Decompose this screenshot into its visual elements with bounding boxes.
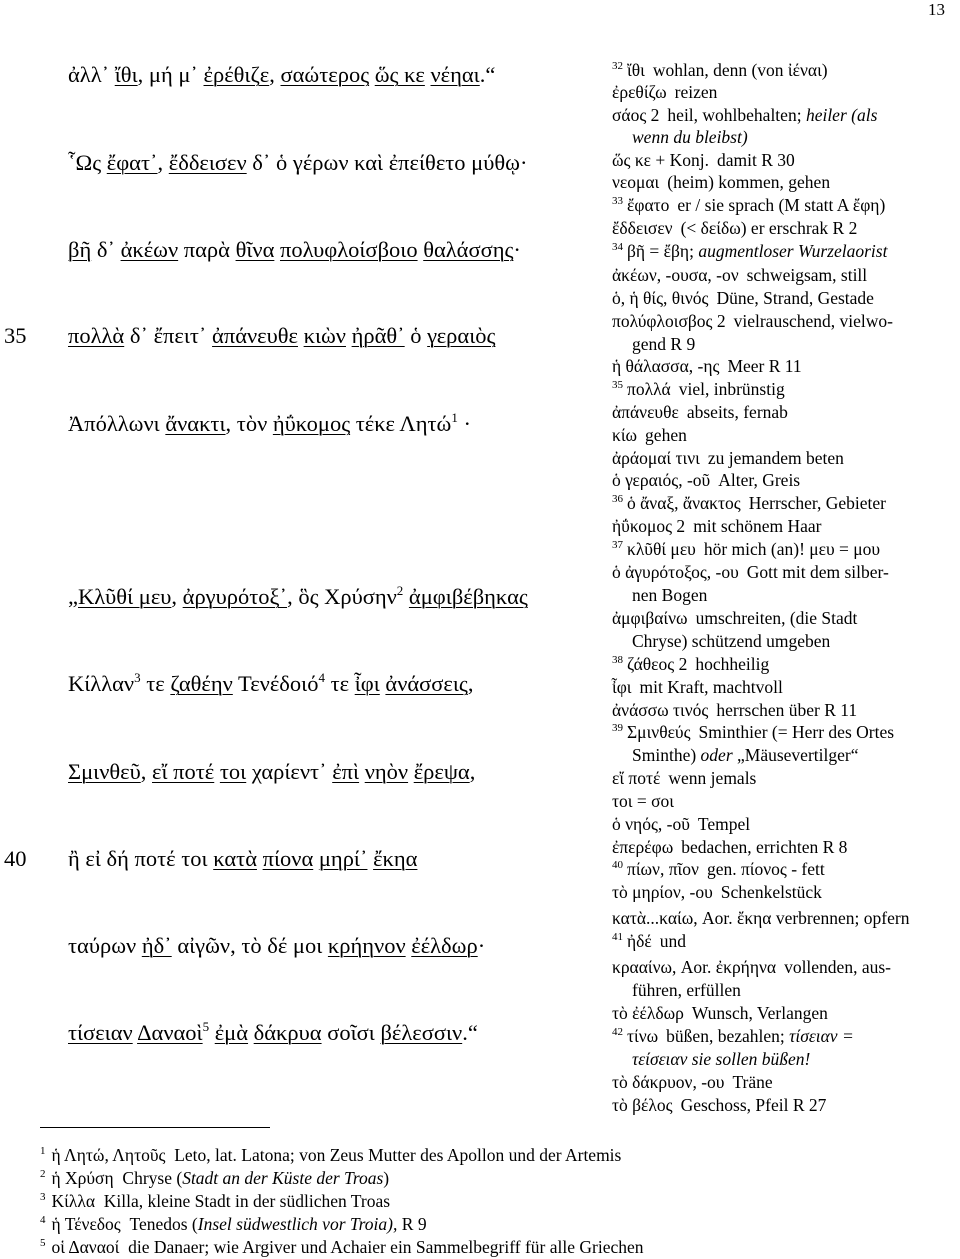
gloss-entry: $^{33}$ ἔφατο er / sie sprach (M statt A ἔφη) — [612, 195, 886, 215]
gloss-entry: ἀμφιβαίνω umschreiten, (die Stadt — [612, 608, 858, 628]
footnote-5: $^5$ οἱ Δαναοί die Danaer; wie Argiver und Achaier ein Sammelbegriff für alle Griechen — [40, 1237, 644, 1257]
footnote-divider — [40, 1127, 270, 1128]
footnote-3: $^3$ Κίλλα Killa, kleine Stadt in der südlichen Troas — [40, 1191, 391, 1211]
gloss-entry: $^{36}$ ὁ ἄναξ, ἄνακτος Herrscher, Gebieter — [612, 493, 886, 513]
footnote-ref-1: 1 — [451, 410, 458, 425]
gloss-continuation: führen, erfüllen — [632, 980, 741, 1000]
gloss-continuation: τείσειαν sie sollen büßen! — [632, 1049, 811, 1069]
footnote-ref-3: 3 — [134, 670, 141, 685]
footnote-ref-4: 4 — [318, 670, 325, 685]
gloss-continuation: Chryse) schützend umgeben — [632, 631, 831, 651]
gloss-entry: ὁ γεραιός, -οῦ Alter, Greis — [612, 470, 801, 490]
page-number: 13 — [928, 0, 945, 19]
verse-line-38: Σμινθεῦ, εἴ ποτέ τοι χαρίεντ᾽ ἐπὶ νηὸν ἔρεψα, — [68, 759, 476, 784]
gloss-entry: τὸ ἐέλδωρ Wunsch, Verlangen — [612, 1003, 828, 1023]
verse-line-35: Ἀπόλλωνι ἄνακτι, τὸν ἠΰκομος τέκε Λητώ$^1$ · — [68, 410, 471, 436]
gloss-entry: $^{34}$ βῆ = ἔβη; augmentloser Wurzelaorist — [612, 241, 888, 261]
gloss-entry: $^{41}$ ἠδέ und — [612, 931, 686, 951]
gloss-entry: τὸ δάκρυον, -ου Träne — [612, 1072, 773, 1092]
footnote-1: $^1$ ἡ Λητώ, Λητοῦς Leto, lat. Latona; von Zeus Mutter des Apollon und der Artemis — [40, 1145, 622, 1165]
gloss-entry: ἀράομαί τινι zu jemandem beten — [612, 448, 844, 468]
gloss-entry: ἠΰκομος 2 mit schönem Haar — [612, 516, 822, 536]
gloss-continuation: Sminthe) oder „Mäusevertilger“ — [632, 745, 859, 765]
verse-line-34: πολλὰ δ᾽ ἔπειτ᾽ ἀπάνευθε κιὼν ἠρᾶθ᾽ ὁ γεραιὸς — [68, 323, 496, 348]
verse-line-41: τίσειαν Δαναοὶ$^5$ ἐμὰ δάκρυα σοῖσι βέλεσσιν.“ — [68, 1019, 478, 1045]
gloss-entry: ἔδδεισεν (< δείδω) er erschrak R 2 — [612, 218, 858, 238]
gloss-entry: $^{37}$ κλῦθί μευ hör mich (an)! μευ = μου — [612, 539, 881, 559]
gloss-continuation: wenn du bleibst) — [632, 127, 748, 147]
footnote-ref-5: 5 — [202, 1019, 210, 1034]
gloss-continuation: gend R 9 — [632, 334, 696, 354]
verse-line-31: ἀλλ᾽ ἴθι, μή μ᾽ ἐρέθιζε, σαώτερος ὥς κε νέηαι.“ — [68, 62, 496, 87]
gloss-entry: σάος 2 heil, wohlbehalten; heiler (als — [612, 105, 878, 125]
gloss-entry: πολύφλοισβος 2 vielrauschend, vielwo- — [612, 311, 893, 331]
gloss-entry: ἡ θάλασσα, -ης Meer R 11 — [612, 356, 802, 376]
gloss-entry: εἴ ποτέ wenn jemals — [612, 768, 757, 788]
gloss-entry: κίω gehen — [612, 425, 687, 445]
verse-line-36: „Κλῦθί μευ, ἀργυρότοξ᾽, ὃς Χρύσην$^2$ ἀμφιβέβηκας — [68, 583, 528, 609]
verse-line-32: ῟Ως ἔφατ᾽, ἔδδεισεν δ᾽ ὁ γέρων καὶ ἐπείθετο μύθῳ· — [68, 150, 528, 175]
gloss-entry: νεομαι (heim) kommen, gehen — [612, 172, 831, 192]
gloss-entry: $^{39}$ Σμινθεύς Sminthier (= Herr des Ortes — [612, 722, 895, 742]
gloss-entry: ὥς κε + Konj. damit R 30 — [612, 150, 795, 170]
gloss-entry: κρααίνω, Aor. ἐκρήηνα vollenden, aus- — [612, 957, 891, 977]
footnote-ref-2: 2 — [396, 583, 404, 598]
gloss-entry: $^{42}$ τίνω büßen, bezahlen; τίσειαν = — [612, 1026, 854, 1046]
gloss-entry: ἐπερέφω bedachen, errichten R 8 — [612, 837, 848, 857]
gloss-entry: ἀκέων, -ουσα, -ον schweigsam, still — [612, 265, 868, 285]
line-number-40: 40 — [4, 846, 27, 871]
line-number-35: 35 — [4, 323, 27, 348]
gloss-entry: τὸ βέλος Geschoss, Pfeil R 27 — [612, 1095, 827, 1115]
gloss-entry: τὸ μηρίον, -ου Schenkelstück — [612, 882, 822, 902]
gloss-continuation: nen Bogen — [632, 585, 708, 605]
gloss-entry: $^{32}$ ἴθι wohlan, denn (von ἰέναι) — [612, 60, 828, 80]
gloss-entry: $^{38}$ ζάθεος 2 hochheilig — [612, 654, 770, 674]
gloss-entry: ἶφι mit Kraft, machtvoll — [612, 677, 783, 697]
gloss-entry: ὁ νηός, -οῦ Tempel — [612, 814, 751, 834]
footnote-4: $^4$ ἡ Τένεδος Tenedos (Insel südwestlich vor Troia), R 9 — [40, 1214, 427, 1234]
gloss-entry: ὁ, ἡ θίς, θινός Düne, Strand, Gestade — [612, 288, 874, 308]
verse-line-40: ταύρων ἠδ᾽ αἰγῶν, τὸ δέ μοι κρήηνον ἐέλδωρ· — [68, 933, 486, 958]
verse-line-39: ἢ εἰ δή ποτέ τοι κατὰ πίονα μηρί᾽ ἔκηα — [68, 846, 418, 871]
gloss-entry: ὁ ἀγυρότοξος, -ου Gott mit dem silber- — [612, 562, 889, 582]
gloss-entry: κατὰ...καίω, Aor. ἔκηα verbrennen; opfern — [612, 908, 910, 928]
gloss-entry: $^{35}$ πολλά viel, inbrünstig — [612, 379, 785, 399]
gloss-entry: ἀπάνευθε abseits, fernab — [612, 402, 788, 422]
gloss-entry: ἀνάσσω τινός herrschen über R 11 — [612, 700, 858, 720]
gloss-entry: ἐρεθίζω reizen — [612, 82, 718, 102]
gloss-entry: τοι = σοι — [612, 791, 675, 811]
verse-line-33: βῆ δ᾽ ἀκέων παρὰ θῖνα πολυφλοίσβοιο θαλάσσης· — [68, 237, 521, 262]
gloss-entry: $^{40}$ πίων, πῖον gen. πίονος - fett — [612, 859, 825, 879]
footnote-2: $^2$ ἡ Χρύση Chryse (Stadt an der Küste der Troas) — [40, 1168, 390, 1188]
verse-line-37: Κίλλαν$^3$ τε ζαθέην Τενέδοιό$^4$ τε ἶφι ἀνάσσεις, — [68, 670, 474, 696]
